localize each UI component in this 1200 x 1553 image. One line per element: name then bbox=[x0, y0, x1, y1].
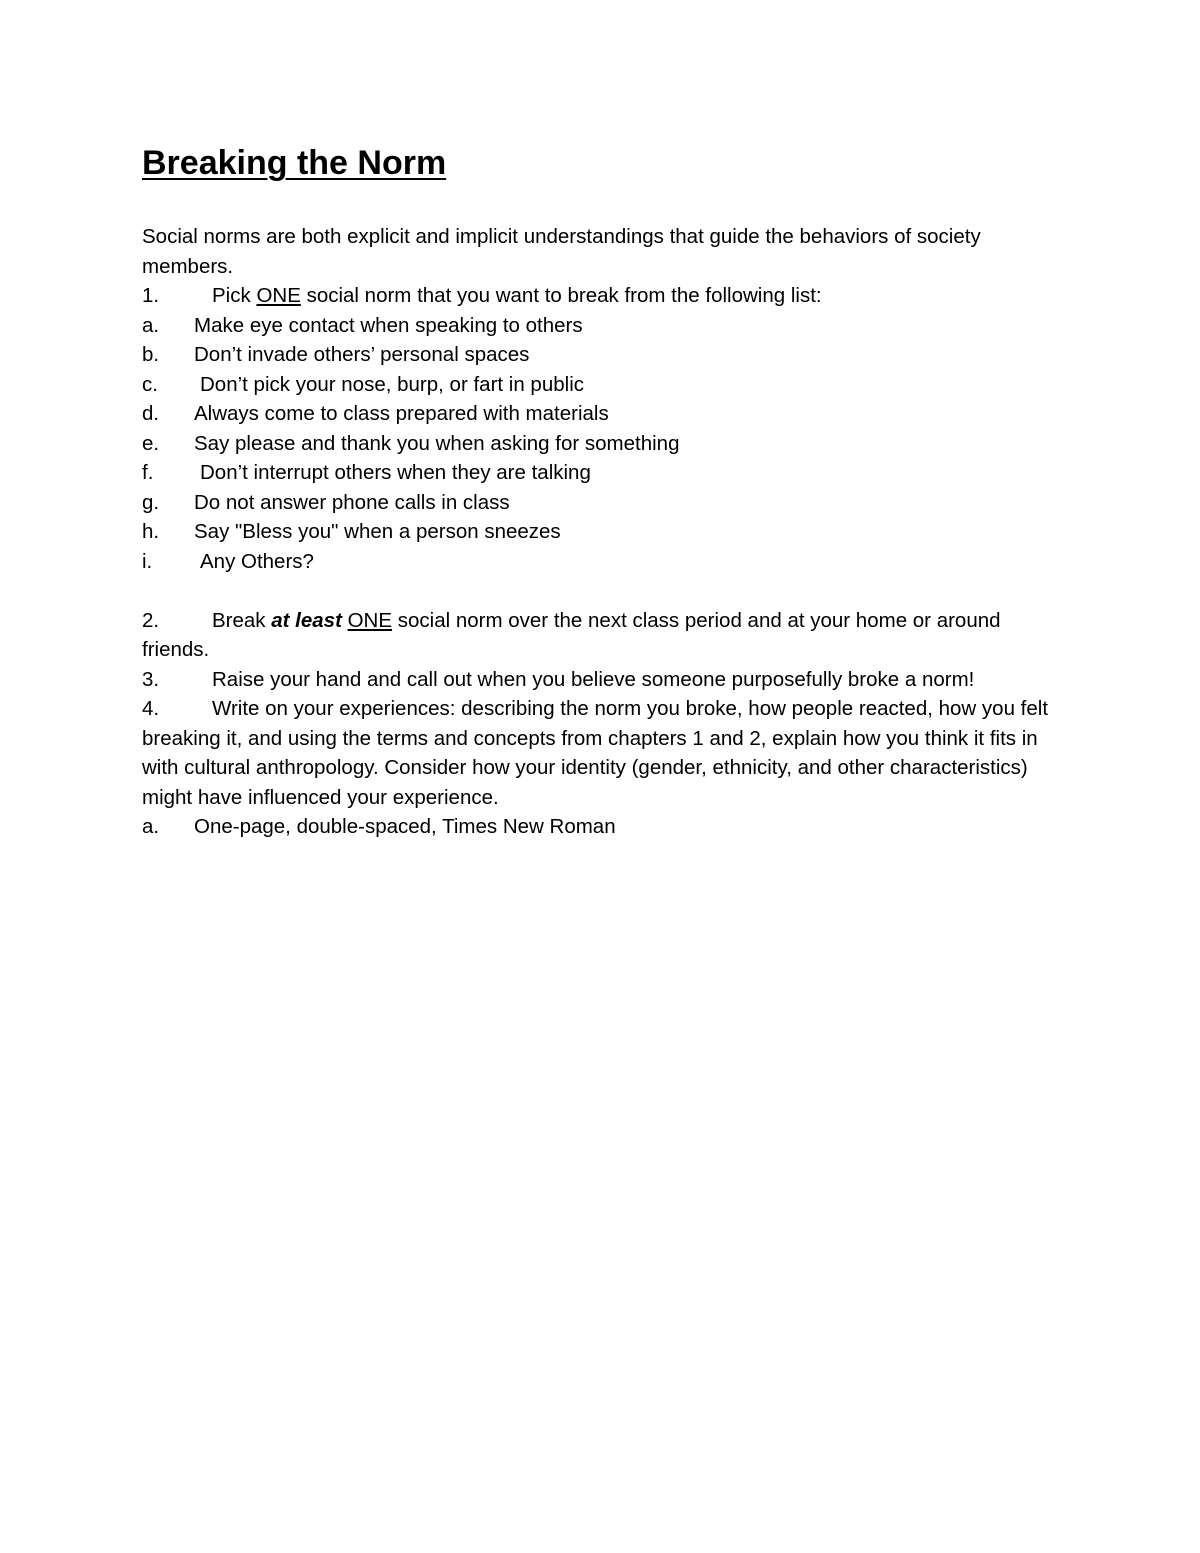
norm-item-letter: i. bbox=[142, 549, 153, 573]
norm-item-text: Say please and thank you when asking for something bbox=[194, 431, 680, 455]
norm-item-letter: d. bbox=[142, 402, 160, 425]
step-1-text-before: Pick bbox=[212, 284, 257, 307]
norm-item-text: Always come to class prepared with materials bbox=[194, 402, 609, 425]
norm-item-text: Don’t pick your nose, burp, or fart in public bbox=[200, 372, 584, 396]
norm-item-text: Make eye contact when speaking to others bbox=[194, 313, 583, 337]
step-1-emphasis: ONE bbox=[256, 284, 301, 307]
norm-item-text: Any Others? bbox=[200, 549, 314, 573]
step-4-sub-item-a bbox=[142, 812, 1072, 842]
norm-item-a bbox=[142, 311, 1072, 341]
norm-item-d bbox=[142, 399, 1072, 429]
norm-item-letter: g. bbox=[142, 490, 160, 514]
norm-item-letter: a. bbox=[142, 313, 160, 337]
norm-item-text: Don’t invade others’ personal spaces bbox=[194, 343, 530, 366]
step-4-text: Write on your experiences: describing the norm you broke, how people reacted, how you felt breaking it, and using the terms and concepts from chapters 1 and 2, explain how you think it fits in with cultural anthropology. Consider how your identity (gender, ethnicity, and other characteristics) might have influenced your experience. bbox=[142, 697, 1049, 809]
norm-item-letter: c. bbox=[142, 372, 158, 396]
document-body bbox=[142, 140, 1072, 842]
step-3 bbox=[142, 665, 1072, 695]
norm-item-b bbox=[142, 340, 1072, 370]
norm-item-text: Don’t interrupt others when they are talking bbox=[200, 461, 591, 484]
norm-item-letter: b. bbox=[142, 343, 160, 366]
norm-item-text: Say "Bless you" when a person sneezes bbox=[194, 520, 561, 543]
norm-item-letter: e. bbox=[142, 431, 160, 455]
step-4-number: 4. bbox=[142, 697, 160, 720]
norm-item-g bbox=[142, 488, 1072, 518]
step-2-text-before: Break bbox=[212, 608, 272, 632]
norm-item-letter: h. bbox=[142, 520, 160, 543]
step-2-text-after: social norm over the next class period and at your home or around friends. bbox=[142, 608, 1001, 661]
blank-line bbox=[142, 576, 1072, 606]
step-2-emphasis: ONE bbox=[347, 608, 393, 632]
step-2-bold-italic: at least bbox=[271, 608, 342, 632]
step-3-number: 3. bbox=[142, 667, 160, 691]
document-content bbox=[142, 222, 1072, 842]
step-2-number: 2. bbox=[142, 608, 160, 632]
document-title: Breaking the Norm bbox=[142, 144, 447, 182]
norm-item-e bbox=[142, 429, 1072, 459]
step-4 bbox=[142, 694, 1072, 812]
step-1-text-after: social norm that you want to break from the following list: bbox=[300, 284, 822, 307]
step-3-text: Raise your hand and call out when you believe someone purposefully broke a norm! bbox=[212, 667, 975, 691]
step-4-sub-text: One-page, double-spaced, Times New Roman bbox=[194, 815, 616, 838]
step-2 bbox=[142, 606, 1072, 665]
step-1 bbox=[142, 281, 1072, 311]
intro-paragraph: Social norms are both explicit and implicit understandings that guide the behaviors of society members. bbox=[142, 225, 981, 278]
norm-item-f bbox=[142, 458, 1072, 488]
step-1-number: 1. bbox=[142, 284, 160, 307]
norm-item-h bbox=[142, 517, 1072, 547]
norm-item-c bbox=[142, 370, 1072, 400]
norm-item-text: Do not answer phone calls in class bbox=[194, 490, 510, 514]
norm-item-letter: f. bbox=[142, 461, 154, 484]
step-4-sub-letter: a. bbox=[142, 815, 160, 838]
norm-item-i bbox=[142, 547, 1072, 577]
